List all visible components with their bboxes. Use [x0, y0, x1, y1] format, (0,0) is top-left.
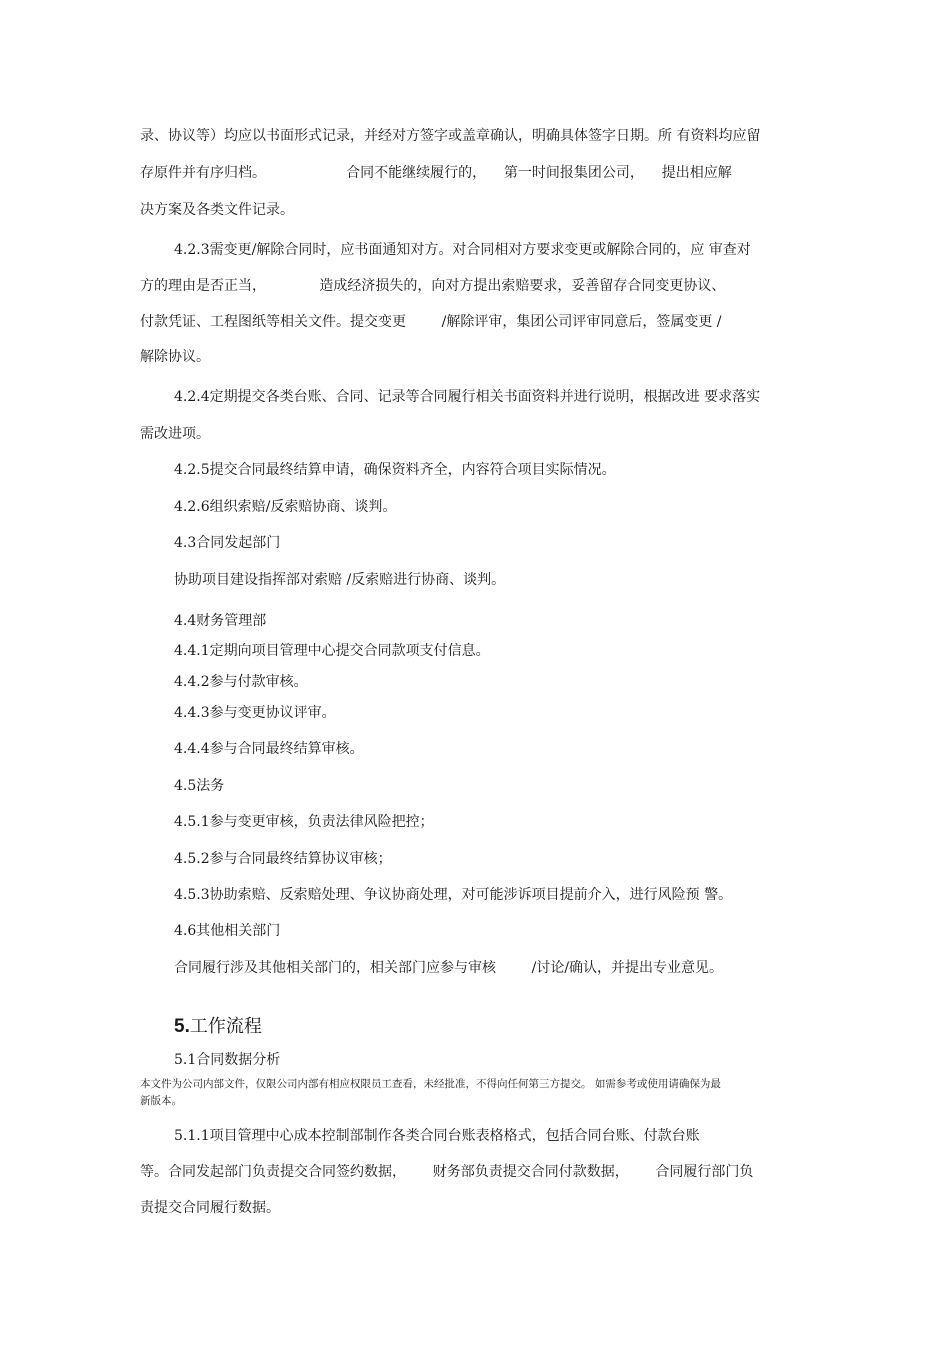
paragraph-line: 责提交合同履行数据。 [140, 1200, 280, 1216]
paragraph-line: 方的理由是否正当， 造成经济损失的，向对方提出索赔要求，妥善留存合同变更协议、 [140, 278, 726, 294]
section-5-number: 5. [174, 1016, 190, 1037]
clause-4-2-5: 4.2.5提交合同最终结算申请，确保资料齐全，内容符合项目实际情况。 [174, 462, 616, 478]
paragraph-line: 合同履行涉及其他相关部门的，相关部门应参与审核 /讨论/确认，并提出专业意见。 [174, 960, 724, 976]
clause-4-5-2: 4.5.2参与合同最终结算协议审核； [174, 851, 392, 867]
clause-4-4-4: 4.4.4参与合同最终结算审核。 [174, 741, 364, 757]
section-4-4-heading: 4.4财务管理部 [174, 613, 267, 629]
paragraph-line: 解除协议。 [140, 349, 210, 365]
section-5-heading [174, 1015, 262, 1039]
section-4-5-heading: 4.5法务 [174, 778, 225, 794]
clause-4-4-2: 4.4.2参与付款审核。 [174, 674, 308, 690]
clause-5-1-1: 5.1.1项目管理中心成本控制部制作各类合同台账表格格式，包括合同台账、付款台账 [174, 1128, 700, 1144]
paragraph-line: 录、协议等）均应以书面形式记录，并经对方签字或盖章确认，明确具体签字日期。所 有资料均应留 [140, 128, 761, 144]
clause-4-4-1: 4.4.1定期向项目管理中心提交合同款项支付信息。 [174, 643, 490, 659]
paragraph-line: 存原件并有序归档。 合同不能继续履行的， 第一时间报集团公司， 提出相应解 [140, 165, 732, 181]
clause-4-5-3: 4.5.3协助索赔、反索赔处理、争议协商处理，对可能涉诉项目提前介入，进行风险预 警。 [174, 887, 733, 903]
clause-4-2-4: 4.2.4定期提交各类台账、合同、记录等合同履行相关书面资料并进行说明，根据改进 要求落实 [174, 389, 761, 405]
section-5-title: 工作流程 [189, 1016, 262, 1037]
paragraph-line: 需改进项。 [140, 426, 210, 442]
paragraph-line: 协助项目建设指挥部对索赔 /反索赔进行协商、谈判。 [174, 572, 506, 588]
clause-4-5-1: 4.5.1参与变更审核，负责法律风险把控； [174, 814, 434, 830]
clause-4-4-3: 4.4.3参与变更协议评审。 [174, 705, 336, 721]
section-5-1-heading: 5.1合同数据分析 [174, 1052, 281, 1068]
confidentiality-notice-line-2: 新版本。 [140, 1095, 182, 1107]
section-4-6-heading: 4.6其他相关部门 [174, 923, 281, 939]
confidentiality-notice-line-1: 本文件为公司内部文件，仅限公司内部有相应权限员工查看，未经批准，不得向任何第三方提交。 如需参考或使用请确保为最 [140, 1078, 721, 1090]
section-4-3-heading: 4.3合同发起部门 [174, 535, 281, 551]
paragraph-line: 决方案及各类文件记录。 [140, 202, 294, 218]
paragraph-line: 付款凭证、工程图纸等相关文件。提交变更 /解除评审，集团公司评审同意后，签属变更 / [140, 314, 722, 330]
clause-4-2-6: 4.2.6组织索赔/反索赔协商、谈判。 [174, 499, 397, 515]
paragraph-line: 等。合同发起部门负责提交合同签约数据， 财务部负责提交合同付款数据， 合同履行部门负 [140, 1164, 754, 1180]
clause-4-2-3: 4.2.3需变更/解除合同时，应书面通知对方。对合同相对方要求变更或解除合同的，应 审查对 [174, 242, 751, 258]
